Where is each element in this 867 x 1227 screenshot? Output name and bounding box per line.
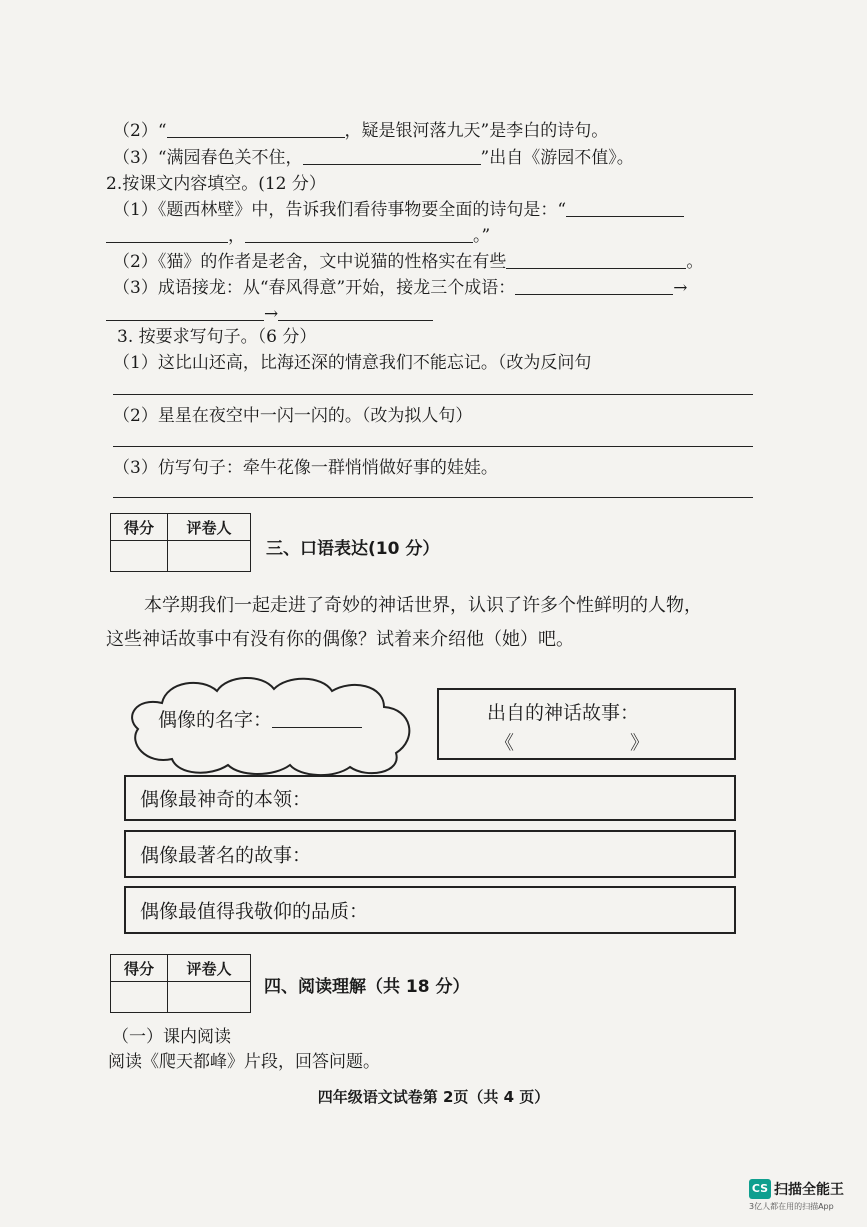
- answer-blank[interactable]: [245, 224, 473, 243]
- answer-blank[interactable]: [566, 198, 684, 217]
- reviewer-cell[interactable]: [168, 541, 251, 572]
- q2-heading: 2.按课文内容填空。(12 分）: [106, 174, 326, 194]
- book-open-mark: 《: [495, 732, 515, 754]
- section3-title: 三、口语表达(10 分）: [266, 539, 440, 559]
- q3-heading: 3. 按要求写句子。（6 分）: [117, 327, 317, 347]
- answer-blank[interactable]: [272, 709, 362, 728]
- score-table: [110, 954, 251, 1013]
- ability-box[interactable]: [124, 775, 736, 821]
- scanner-watermark: [749, 1178, 844, 1212]
- q3-item1: （1）这比山还高，比海还深的情意我们不能忘记。（改为反问句: [113, 353, 592, 373]
- page-footer: 四年级语文试卷第 2页（共 4 页）: [317, 1088, 550, 1106]
- score-cell[interactable]: [111, 541, 168, 572]
- quality-label: 偶像最值得我敬仰的品质：: [140, 900, 369, 923]
- quality-box[interactable]: [124, 886, 736, 934]
- answer-blank[interactable]: [303, 146, 481, 165]
- watermark-subtitle: 3亿人都在用的扫描App: [749, 1201, 834, 1211]
- arrow-icon: →: [264, 304, 279, 324]
- q1-item3-prefix: （3）“满园春色关不住，: [113, 148, 303, 168]
- answer-blank[interactable]: [106, 224, 228, 243]
- q2-item1-cont: [106, 223, 490, 249]
- section4-instruction: 阅读《爬天都峰》片段，回答问题。: [108, 1052, 380, 1072]
- q2-item3: [113, 275, 687, 301]
- q2-item2-prefix: （2）《猫》的作者是老舍，文中说猫的性格实在有些: [113, 252, 507, 272]
- idol-name-label: 偶像的名字：: [158, 709, 273, 731]
- q2-item3-prefix: （3）成语接龙：从“春风得意”开始，接龙三个成语：: [113, 278, 516, 298]
- score-table: [110, 513, 251, 572]
- arrow-icon: →: [673, 278, 688, 298]
- story-book-field: [495, 728, 649, 755]
- q1-item3-suffix: ”出自《游园不值》。: [480, 148, 634, 168]
- q3-item3: （3）仿写句子：牵牛花像一群悄悄做好事的娃娃。: [113, 458, 498, 478]
- famous-story-label: 偶像最著名的故事：: [140, 844, 312, 867]
- idol-name-field: [158, 707, 362, 733]
- camscanner-logo: CS: [749, 1179, 771, 1199]
- section4-subheading: （一）课内阅读: [112, 1027, 231, 1047]
- story-label: 出自的神话故事：: [487, 702, 640, 724]
- q2-item1: [113, 197, 684, 223]
- period: 。”: [473, 226, 491, 246]
- q3-item2: （2）星星在夜空中一闪一闪的。（改为拟人句）: [113, 406, 473, 426]
- score-cell[interactable]: [111, 982, 168, 1013]
- q1-item2: [113, 118, 608, 144]
- answer-line[interactable]: [113, 446, 753, 447]
- reviewer-header: 评卷人: [168, 514, 251, 541]
- score-header: 得分: [111, 955, 168, 982]
- answer-blank[interactable]: [506, 250, 686, 269]
- reviewer-header: 评卷人: [168, 955, 251, 982]
- story-box: [437, 688, 736, 760]
- answer-blank[interactable]: [278, 302, 433, 321]
- q1-item2-prefix: （2）“: [113, 121, 167, 141]
- period: 。: [686, 252, 704, 272]
- reviewer-cell[interactable]: [168, 982, 251, 1013]
- q1-item2-suffix: ，疑是银河落九天”是李白的诗句。: [344, 121, 609, 141]
- q1-item3: [113, 145, 634, 171]
- answer-line[interactable]: [113, 497, 753, 498]
- answer-blank[interactable]: [167, 119, 345, 138]
- watermark-name: 扫描全能王: [774, 1181, 844, 1198]
- ability-label: 偶像最神奇的本领：: [140, 788, 312, 811]
- section4-title: 四、阅读理解（共 18 分）: [264, 977, 470, 997]
- score-header: 得分: [111, 514, 168, 541]
- comma: ，: [228, 226, 245, 246]
- section3-paragraph-line2: 这些神话故事中有没有你的偶像？试着来介绍他（她）吧。: [106, 629, 574, 650]
- section3-paragraph-line1: 本学期我们一起走进了奇妙的神话世界，认识了许多个性鲜明的人物，: [144, 595, 702, 616]
- answer-blank[interactable]: [515, 276, 673, 295]
- q2-item2: [113, 249, 703, 275]
- book-close-mark: 》: [630, 732, 650, 754]
- famous-story-box[interactable]: [124, 830, 736, 878]
- answer-blank[interactable]: [106, 302, 264, 321]
- q2-item1-prefix: （1）《题西林壁》中，告诉我们看待事物要全面的诗句是：“: [113, 200, 567, 220]
- answer-line[interactable]: [113, 394, 753, 395]
